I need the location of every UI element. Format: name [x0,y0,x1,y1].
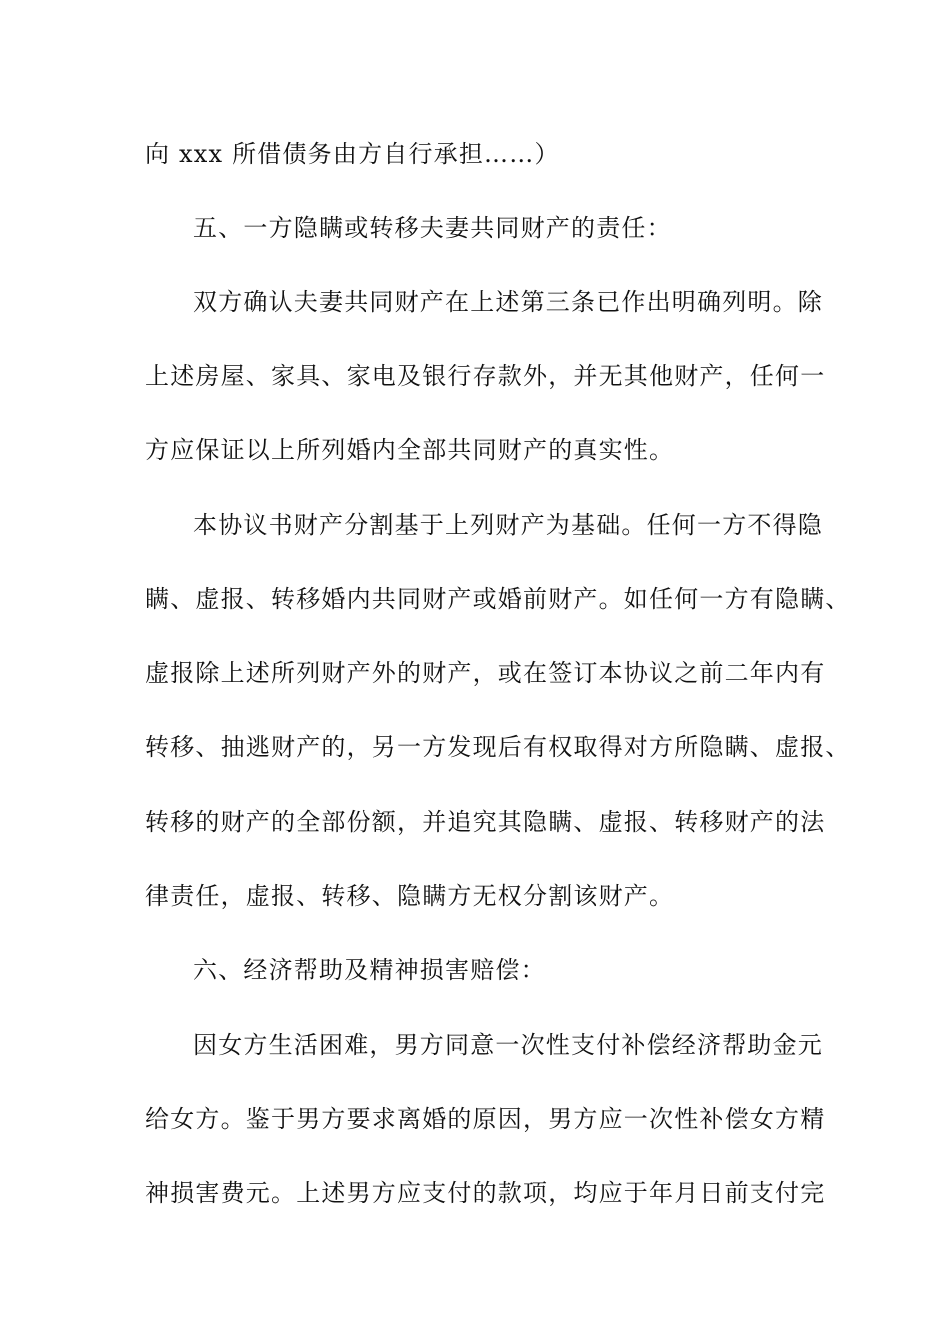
body-text-line: 虚报除上述所列财产外的财产，或在签订本协议之前二年内有 [145,659,826,687]
body-text-line: 方应保证以上所列婚内全部共同财产的真实性。 [145,436,675,464]
body-text-line: 双方确认夫妻共同财产在上述第三条已作出明确列明。除 [193,288,823,316]
body-text-line: 因女方生活困难，男方同意一次性支付补偿经济帮助金元 [193,1031,823,1059]
section-heading-five: 五、一方隐瞒或转移夫妻共同财产的责任： [193,214,672,242]
body-text-line: 给女方。鉴于男方要求离婚的原因，男方应一次性补偿女方精 [145,1105,826,1133]
body-text-line: 本协议书财产分割基于上列财产为基础。任何一方不得隐 [193,511,823,539]
section-heading-six: 六、经济帮助及精神损害赔偿： [193,956,546,984]
body-text-line: 神损害费元。上述男方应支付的款项，均应于年月日前支付完 [145,1179,826,1207]
body-text-line: 瞒、虚报、转移婚内共同财产或婚前财产。如任何一方有隐瞒、 [145,585,851,613]
body-text-line: 转移的财产的全部份额，并追究其隐瞒、虚报、转移财产的法 [145,808,826,836]
body-text-line: 向 xxx 所借债务由方自行承担……） [145,140,560,168]
body-text-line: 上述房屋、家具、家电及银行存款外，并无其他财产，任何一 [145,362,826,390]
body-text-line: 律责任，虚报、转移、隐瞒方无权分割该财产。 [145,882,675,910]
body-text-line: 转移、抽逃财产的，另一方发现后有权取得对方所隐瞒、虚报、 [145,733,851,761]
